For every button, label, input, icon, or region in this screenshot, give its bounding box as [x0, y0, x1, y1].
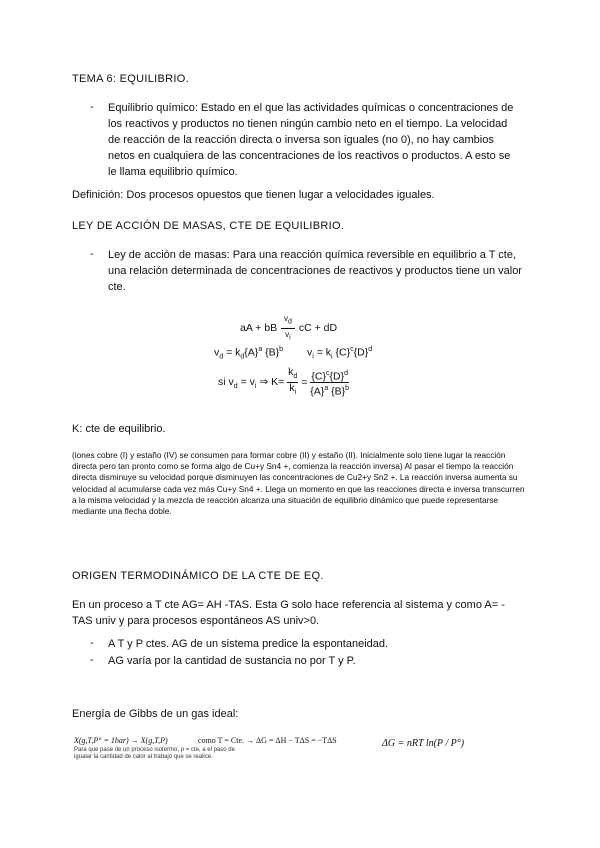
k-equation: si $v_d = v_i$ ⇒ K= $\frac{k_d}{k_i}$ = $\frac{\{C\}^c\{D\}^d}{\{A\}^a \{B\}^b}$: [218, 366, 350, 398]
section-title-equilibrio: TEMA 6: EQUILIBRIO.: [72, 73, 189, 85]
definition-text: Definición: Dos procesos opuestos que tienen lugar a velocidades iguales.: [72, 189, 435, 201]
bullet-dash: -: [90, 248, 94, 260]
bullet-equilibrio-quimico: Equilibrio químico: Estado en el que las actividades químicas o concentraciones de los reactivos y productos no tienen ningún cambio neto en el tiempo. La velocidad de reacción de la reacción directa o inversa son iguales (no 0), no hay cambios netos en cualquiera de las concentraciones de los reactivos o productos. A esto se le llama equilibrio químico.: [108, 102, 514, 178]
gibbs-title: Energía de Gibbs de un gas ideal:: [72, 708, 239, 720]
k-definition: K: cte de equilibrio.: [72, 423, 166, 435]
formula-caption-1: Para que pase de un proceso isotermo, p = cte, a el paso de: [74, 747, 235, 753]
vi-expression: $v_i = k_i$ $\{C\}^c\{D\}^d$: [307, 346, 373, 361]
section-title-ley-accion-masas: LEY DE ACCIÓN DE MASAS, CTE DE EQUILIBRIO.: [72, 220, 345, 232]
bullet-ley-accion-masas: Ley de acción de masas: Para una reacción química reversible en equilibrio a T cte, una relación determinada de concentraciones de reactivos y productos tiene un valor cte.: [108, 249, 522, 293]
vd-label: $v_d$: [281, 313, 295, 329]
bullet-dash: -: [90, 654, 94, 666]
reaction-equation: [240, 313, 400, 342]
bullet-substance-quantity: AG varía por la cantidad de sustancia no por T y P.: [108, 655, 356, 667]
section-title-origen-termodinamico: ORIGEN TERMODINÁMICO DE LA CTE DE EQ.: [72, 570, 324, 582]
thermo-paragraph: En un proceso a T cte AG= AH -TAS. Esta G solo hace referencia al sistema y como A= -TAS univ y para procesos espontáneos AS univ>0.: [72, 599, 505, 627]
gibbs-ideal-gas-formula: ΔG = nRT ln(P / P°): [382, 738, 465, 749]
bullet-dash: -: [90, 637, 94, 649]
copper-tin-paragraph: (iones cobre (I) y estaño (IV) se consumen para formar cobre (II) y estaño (II). Inicialmente solo tiene lugar la reacción directa pero tan pronto como se forma algo de Cu+y Sn4 +, comienza la reacción inversa) Al pasar el tiempo la reacción directa disminuye su velocidad porque disminuyen las concentraciones de Cu2+y Sn2 +. La reacción inversa aumenta su velocidad al acumularse cada vez más Cu+y Sn4 +. Llega un momento en que las reacciones directa e inversa transcurren a la misma velocidad y la mezcla de reacción alcanza una situación de equilibrio dinámico que puede representarse mediante una flecha doble.: [72, 450, 525, 517]
reaction-reactants: aA + bB: [240, 321, 278, 334]
bullet-dash: -: [90, 101, 94, 113]
gibbs-isothermal-formula: como T = Cte. → ΔG = ΔH − TΔS = −TΔS: [198, 736, 337, 745]
vd-expression: $v_d = k_d\{A\}^a$ $\{B\}^b$: [214, 346, 284, 361]
gibbs-process-formula: X(g,T,P° = 1bar) → X(g,T,P): [74, 736, 168, 745]
bullet-spontaneity: A T y P ctes. AG de un sistema predice la espontaneidad.: [108, 638, 389, 650]
vi-label: $v_i$: [285, 329, 291, 342]
formula-caption-2: igualar la cantidad de calor al trabajo que se realice.: [74, 754, 213, 760]
reaction-products: cC + dD: [298, 321, 338, 334]
